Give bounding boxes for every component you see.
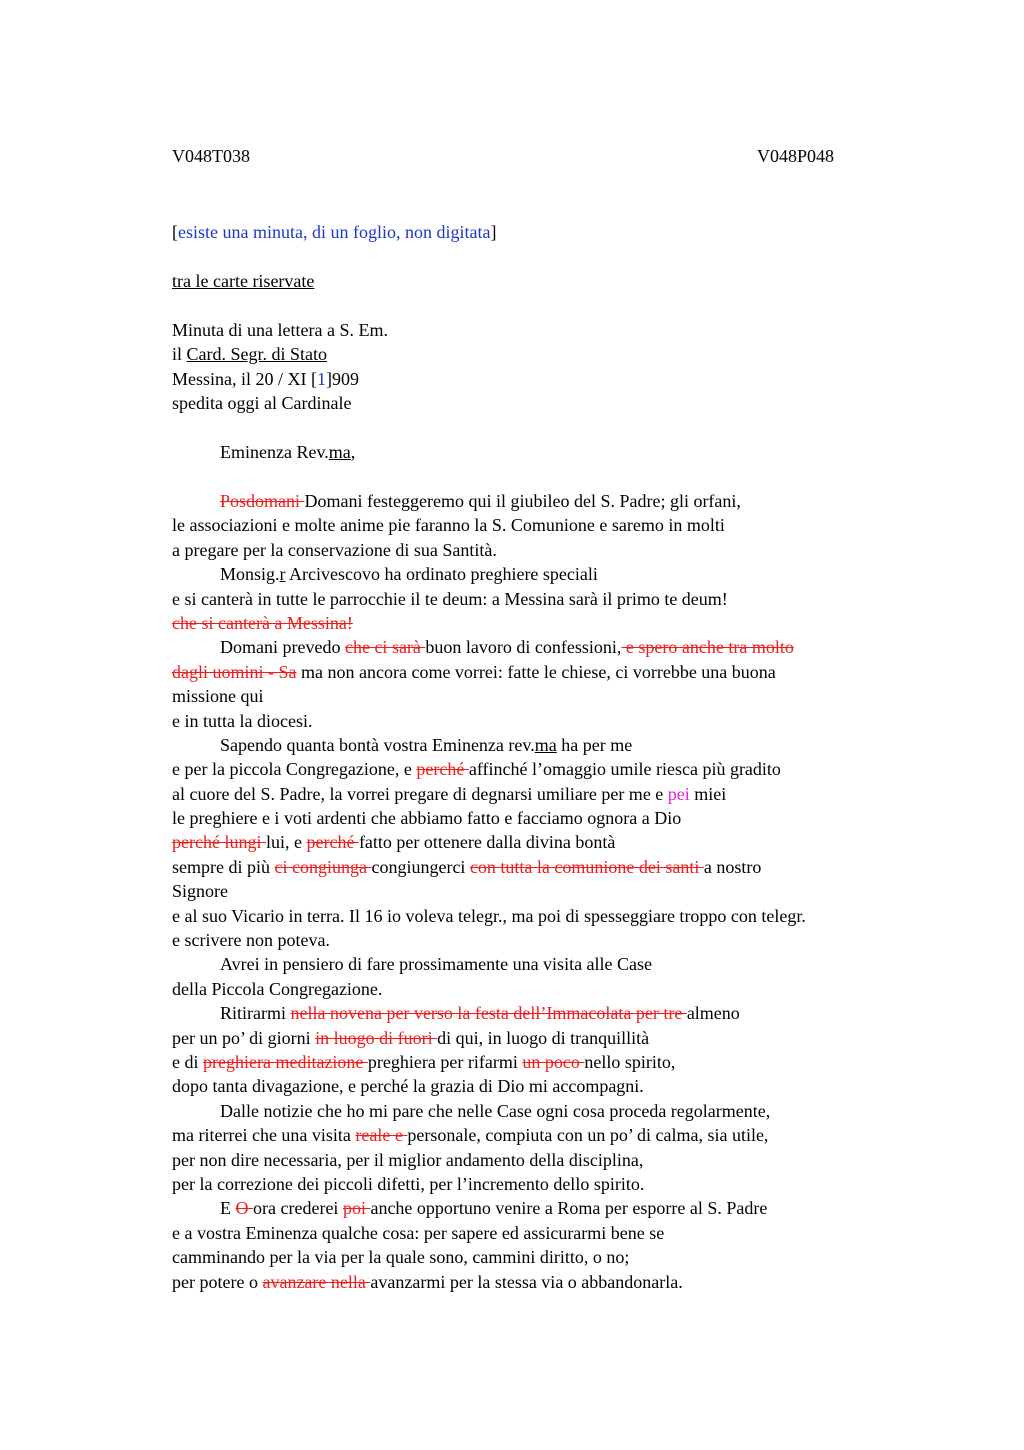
deleted-text: perché lungi xyxy=(172,832,266,853)
text-line: ma riterrei che una visita reale e personale, compiuta con un po’ di calma, sia utile, xyxy=(172,1125,769,1146)
deleted-text: in luogo di fuori xyxy=(315,1027,438,1048)
deleted-text: perché xyxy=(416,759,469,780)
letter-body xyxy=(172,489,932,1294)
text-line: le preghiere e i voti ardenti che abbiamo fatto e facciamo ognora a Dio xyxy=(172,808,682,829)
text-line: e per la piccola Congregazione, e perché affinché l’omaggio umile riesca più gradito xyxy=(172,759,781,780)
text-line: Avrei in pensiero di fare prossimamente una visita alle Case xyxy=(220,954,653,975)
deleted-text: Posdomani xyxy=(220,491,305,511)
text-line: Ritirarmi nella novena per verso la festa dell’Immacolata per tre almeno xyxy=(220,1003,740,1024)
meta-date: Messina, il 20 / XI [1]909 xyxy=(172,368,359,389)
text-line: e a vostra Eminenza qualche cosa: per sapere ed assicurarmi bene se xyxy=(172,1222,665,1243)
editorial-note: [esiste una minuta, di un foglio, non digitata] xyxy=(172,222,497,242)
deleted-text: che ci sarà xyxy=(344,637,426,658)
deleted-text: dagli uomini - Sa xyxy=(172,661,297,682)
deleted-text: un poco xyxy=(522,1051,585,1072)
text-line: e al suo Vicario in terra. Il 16 io voleva telegr., ma poi di spesseggiare troppo con telegr. xyxy=(172,905,806,926)
salutation: Eminenza Rev.ma, xyxy=(220,442,356,462)
deleted-text: e spero anche tra molto xyxy=(621,637,794,658)
text-line: e di preghiera meditazione preghiera per rifarmi un poco nello spirito, xyxy=(172,1051,676,1072)
text-line: sempre di più ci congiunga congiungerci con tutta la comunione dei santi a nostro xyxy=(172,856,762,877)
text-line: le associazioni e molte anime pie faranno la S. Comunione e saremo in molti xyxy=(172,515,725,536)
text-line: Signore xyxy=(172,881,228,902)
meta-line: spedita oggi al Cardinale xyxy=(172,393,352,414)
text-line: e si canterà in tutte le parrocchie il te deum: a Messina sarà il primo te deum! xyxy=(172,588,728,609)
meta-line: Minuta di una lettera a S. Em. xyxy=(172,320,388,340)
archive-location: tra le carte riservate xyxy=(172,271,315,291)
text-line: per potere o avanzare nella avanzarmi per la stessa via o abbandonarla. xyxy=(172,1271,683,1292)
text-line: Posdomani Domani festeggeremo qui il giubileo del S. Padre; gli orfani, xyxy=(220,491,741,511)
text-line: e scrivere non poteva. xyxy=(172,930,330,951)
text-line: della Piccola Congregazione. xyxy=(172,978,383,999)
text-line: perché lungi lui, e perché fatto per ottenere dalla divina bontà xyxy=(172,832,616,853)
text-line: camminando per la via per la quale sono, cammini diritto, o no; xyxy=(172,1247,630,1268)
text-line: per un po’ di giorni in luogo di fuori di qui, in luogo di tranquillità xyxy=(172,1027,650,1048)
text-line: missione qui xyxy=(172,686,264,707)
deleted-text: preghiera meditazione xyxy=(203,1051,368,1072)
letter-meta xyxy=(172,318,932,416)
text-line: per la correzione dei piccoli difetti, per l’incremento dello spirito. xyxy=(172,1173,645,1194)
text-line: Sapendo quanta bontà vostra Eminenza rev.ma ha per me xyxy=(220,734,633,755)
text-line: Monsig.r Arcivescovo ha ordinato preghiere speciali xyxy=(220,564,598,585)
text-line: E O ora crederei poi anche opportuno venire a Roma per esporre al S. Padre xyxy=(220,1198,768,1219)
text-line: e in tutta la diocesi. xyxy=(172,710,313,731)
text-line: per non dire necessaria, per il miglior andamento della disciplina, xyxy=(172,1149,644,1170)
text-line: Domani prevedo che ci sarà buon lavoro di confessioni, e spero anche tra molto xyxy=(220,637,794,658)
deleted-text: nella novena per verso la festa dell’Immacolata per tre xyxy=(290,1003,687,1024)
text-line: dopo tanta divagazione, e perché la grazia di Dio mi accompagni. xyxy=(172,1076,644,1097)
deleted-text: reale e xyxy=(355,1125,408,1146)
highlighted-text: pei xyxy=(667,783,690,804)
deleted-text: avanzare nella xyxy=(262,1271,371,1292)
deleted-text: poi xyxy=(342,1198,371,1219)
text-line: al cuore del S. Padre, la vorrei pregare di degnarsi umiliare per me e pei miei xyxy=(172,783,727,804)
text-line xyxy=(172,611,932,635)
document-code-right: V048P048 xyxy=(757,146,835,166)
deleted-text: ci congiunga xyxy=(274,856,372,877)
text-line: dagli uomini - Sa ma non ancora come vorrei: fatte le chiese, ci vorrebbe una buona xyxy=(172,661,776,682)
deleted-text: con tutta la comunione dei santi xyxy=(469,856,704,877)
document-code-left: V048T038 xyxy=(172,146,250,166)
deleted-text: che si canterà a Messina! xyxy=(172,612,353,633)
editorial-note-text: esiste una minuta, di un foglio, non digitata xyxy=(178,222,491,242)
deleted-text: O xyxy=(235,1198,253,1219)
text-line: a pregare per la conservazione di sua Santità. xyxy=(172,539,497,560)
text-line: Dalle notizie che ho mi pare che nelle Case ogni cosa proceda regolarmente, xyxy=(220,1100,771,1121)
meta-line: il Card. Segr. di Stato xyxy=(172,344,328,365)
deleted-text: perché xyxy=(306,832,359,853)
